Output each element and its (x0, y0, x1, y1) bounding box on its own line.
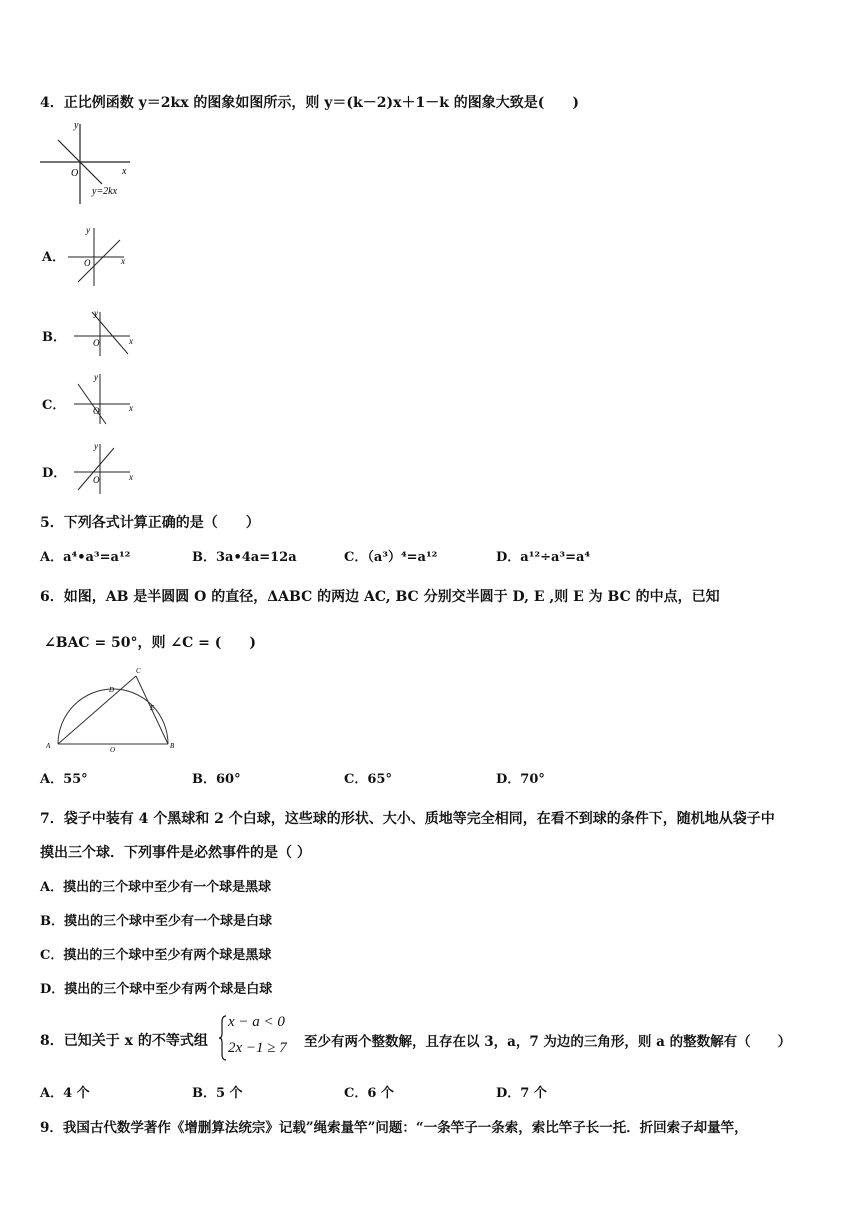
q6-stem-line2: ∠BAC = 50°，则 ∠C = ( ) (44, 635, 257, 651)
q7-option-c[interactable]: C．摸出的三个球中至少有两个球是黑球 (40, 948, 272, 963)
q4b-origin: O (93, 338, 100, 348)
q4-option-b[interactable]: B． (42, 330, 66, 345)
q4-stem: 4．正比例函数 y＝2kx 的图象如图所示，则 y＝(k－2)x＋1－k 的图象大致是( ) (40, 95, 580, 111)
q4a-axis-y: y (86, 225, 90, 235)
q8-brace (218, 1014, 228, 1062)
q4-option-d[interactable]: D． (42, 466, 67, 481)
q6-label-a: A (46, 742, 51, 750)
q4-option-c-graph[interactable] (72, 370, 142, 426)
q4-option-d-graph[interactable] (72, 440, 142, 496)
q7-option-b[interactable]: B．摸出的三个球中至少有一个球是白球 (40, 914, 272, 929)
q6-option-b[interactable]: B．60° (192, 772, 241, 787)
q4d-origin: O (93, 475, 100, 485)
q4-option-b-graph[interactable] (72, 308, 142, 358)
q4c-origin: O (93, 406, 100, 416)
q4c-axis-x: x (129, 403, 133, 413)
q5-stem: 5．下列各式计算正确的是（ ） (40, 515, 260, 531)
q5-option-a[interactable]: A．a⁴•a³=a¹² (40, 550, 131, 565)
q8-option-a[interactable]: A．4 个 (40, 1086, 90, 1101)
q6-label-b: B (170, 742, 175, 750)
q5-option-b[interactable]: B．3a•4a=12a (192, 550, 297, 565)
q4-graph-label: y=2kx (92, 186, 118, 197)
q4c-axis-y: y (94, 372, 98, 382)
q8-option-c[interactable]: C．6 个 (344, 1086, 394, 1101)
q6-stem-line1: 6．如图，AB 是半圆圆 O 的直径，ΔABC 的两边 AC, BC 分别交半圆于 D, E ,则 E 为 BC 的中点，已知 (40, 589, 720, 605)
q4-option-c[interactable]: C． (42, 398, 66, 413)
q9-stem: 9．我国古代数学著作《增删算法统宗》记载”绳索量竿”问题：“一条竿子一条索，索比竿子长一托．折回索子却量竿， (40, 1120, 748, 1136)
q6-semicircle-figure (44, 664, 184, 759)
q4d-axis-x: x (129, 472, 133, 482)
q5-option-d[interactable]: D．a¹²÷a³=a⁴ (496, 550, 591, 565)
q8-system-line1: x − a < 0 (228, 1014, 285, 1030)
q8-system-line2: 2x −1 ≥ 7 (228, 1040, 287, 1056)
q7-option-d[interactable]: D．摸出的三个球中至少有两个球是白球 (40, 982, 273, 997)
q8-option-d[interactable]: D．7 个 (496, 1086, 547, 1101)
q5-option-c[interactable]: C．（a³）⁴=a¹² (344, 550, 438, 565)
q6-label-o: O (110, 746, 116, 754)
q4a-origin: O (84, 258, 91, 268)
q4-main-graph (38, 116, 138, 206)
q6-option-d[interactable]: D．70° (496, 772, 545, 787)
q4-axis-y: y (74, 120, 79, 131)
q7-stem-line2: 摸出三个球．下列事件是必然事件的是（ ） (40, 845, 311, 861)
q6-option-a[interactable]: A．55° (40, 772, 88, 787)
q6-option-c[interactable]: C．65° (344, 772, 392, 787)
q4a-axis-x: x (121, 256, 125, 266)
q7-option-a[interactable]: A．摸出的三个球中至少有一个球是黑球 (40, 880, 272, 895)
q8-stem-post: 至少有两个整数解，且存在以 3，a，7 为边的三角形，则 a 的整数解有（ ） (304, 1034, 792, 1050)
q4-option-a[interactable]: A． (42, 250, 66, 265)
q4-option-a-graph[interactable] (66, 224, 136, 290)
q4b-axis-x: x (129, 336, 133, 346)
q4-axis-x: x (122, 166, 127, 177)
q4d-axis-y: y (94, 441, 98, 451)
q4b-axis-y: y (94, 308, 98, 318)
q6-label-d: D (109, 686, 115, 694)
q6-label-c: C (136, 667, 141, 675)
q7-stem-line1: 7．袋子中装有 4 个黑球和 2 个白球，这些球的形状、大小、质地等完全相同，在看不到球的条件下，随机地从袋子中 (40, 811, 775, 827)
q8-stem-pre: 8．已知关于 x 的不等式组 (40, 1033, 208, 1049)
q6-label-e: E (150, 704, 155, 712)
q4-origin: O (71, 168, 79, 179)
q8-option-b[interactable]: B．5 个 (192, 1086, 243, 1101)
